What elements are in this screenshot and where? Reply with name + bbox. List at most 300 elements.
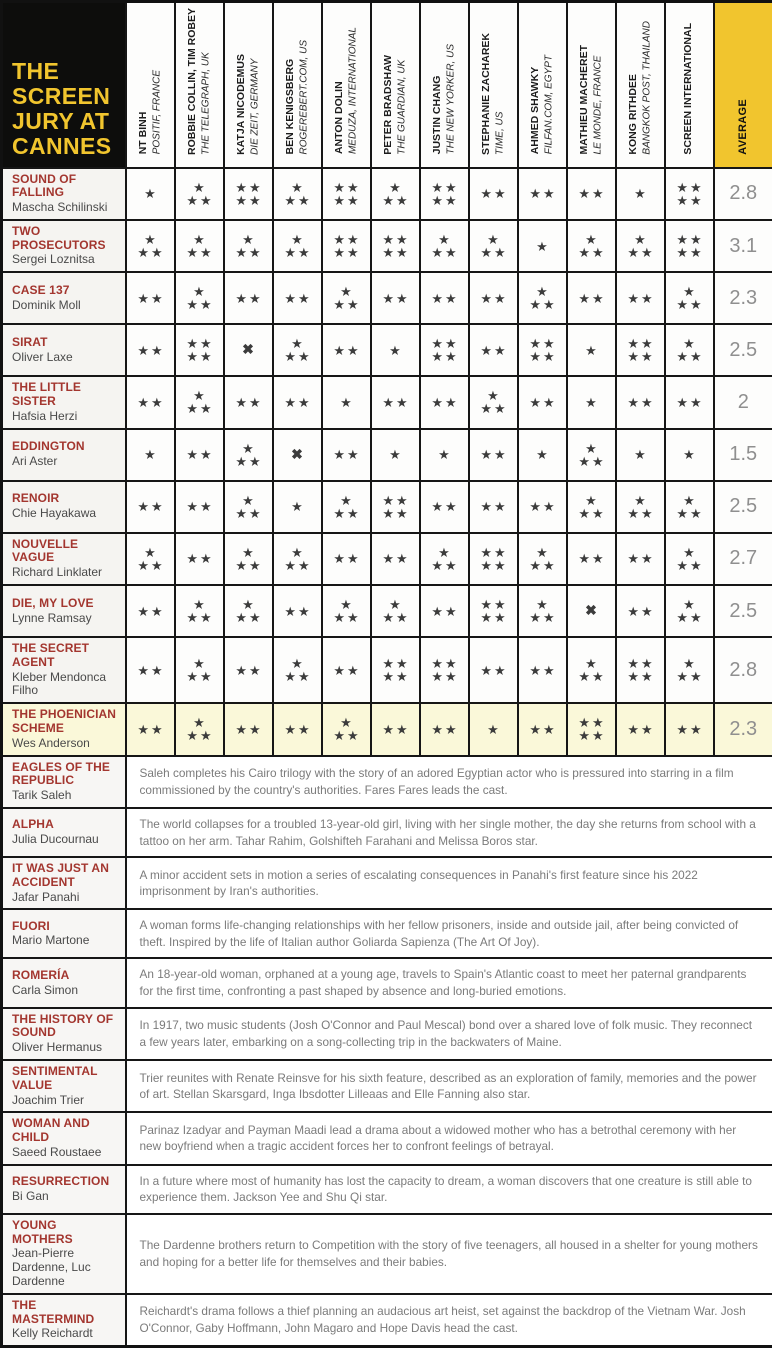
star-row: ★ [274, 337, 321, 350]
rating-cell [567, 324, 616, 376]
rating-cell [371, 220, 420, 272]
film-row [2, 637, 772, 703]
star-row: ★ [323, 285, 370, 298]
rating-stars [666, 494, 713, 520]
rating-cell [371, 533, 420, 585]
rating-cell [420, 429, 469, 481]
rating-cell [371, 376, 420, 428]
rating-stars [666, 546, 713, 572]
star-row: ★ [617, 187, 664, 200]
star-row: ★★ [617, 605, 664, 618]
star-row: ★★ [372, 723, 419, 736]
average-header [714, 2, 772, 168]
star-row: ★★ [519, 337, 566, 350]
cross-icon: ✖ [242, 341, 254, 357]
star-row: ★★ [323, 344, 370, 357]
star-row: ★★ [421, 181, 468, 194]
rating-stars [225, 442, 272, 468]
rating-stars [127, 233, 174, 259]
rating-stars [323, 233, 370, 259]
rating-stars [617, 396, 664, 409]
film-title: EAGLES OF THE REPUBLIC [12, 761, 120, 789]
star-row: ★★ [127, 292, 174, 305]
star-row: ★ [470, 723, 517, 736]
star-row: ★★ [666, 670, 713, 683]
rating-stars [421, 233, 468, 259]
film-title: IT WAS JUST AN ACCIDENT [12, 862, 120, 890]
rating-stars [323, 181, 370, 207]
rating-stars [127, 448, 174, 461]
brand-line: JURY AT [12, 109, 121, 134]
star-row: ★ [568, 442, 615, 455]
film-title: DIE, MY LOVE [12, 597, 120, 611]
average-header-label: AVERAGE [737, 99, 749, 155]
rating-stars [666, 598, 713, 624]
star-row: ★★ [127, 723, 174, 736]
star-row: ★★ [225, 455, 272, 468]
critic-affiliation: ROGEREBERT.COM, US [297, 40, 310, 154]
synopsis-text: Saleh completes his Cairo trilogy with the story of an adored Egyptian actor who is pressured into starring in a film commissioned by the country's authorities. Fares Fares leads the cast. [126, 756, 772, 808]
star-row: ★★ [127, 559, 174, 572]
brand-line: THE [12, 59, 121, 84]
rating-stars [666, 657, 713, 683]
film-director: Bi Gan [12, 1190, 120, 1204]
rating-stars [372, 448, 419, 461]
star-row: ★ [568, 494, 615, 507]
rating-stars [519, 396, 566, 409]
rating-cell [273, 585, 322, 637]
film-name-cell [2, 376, 126, 428]
rating-cell [469, 637, 518, 703]
star-row: ★★ [666, 181, 713, 194]
film-row [2, 585, 772, 637]
critic-affiliation: THE GUARDIAN, UK [395, 55, 408, 155]
star-row: ★ [225, 442, 272, 455]
rating-cell [371, 272, 420, 324]
average-value: 2.5 [714, 481, 772, 533]
film-row [2, 376, 772, 428]
star-row: ★★ [568, 552, 615, 565]
rating-cell [273, 429, 322, 481]
rating-cell [665, 429, 714, 481]
rating-stars [274, 723, 321, 736]
rating-cell [322, 429, 371, 481]
rating-stars [617, 448, 664, 461]
rating-stars [666, 396, 713, 409]
rating-cell [224, 637, 273, 703]
rating-cell [126, 376, 175, 428]
star-row: ★★ [519, 187, 566, 200]
film-director: Oliver Hermanus [12, 1041, 120, 1055]
critic-header [371, 2, 420, 168]
star-row: ★★ [421, 396, 468, 409]
rating-stars [421, 337, 468, 363]
star-row: ★★ [421, 657, 468, 670]
film-director: Richard Linklater [12, 566, 120, 580]
film-director: Sergei Loznitsa [12, 253, 120, 267]
star-row: ★ [568, 657, 615, 670]
rating-stars [519, 723, 566, 736]
rating-stars [323, 344, 370, 357]
rating-stars [421, 546, 468, 572]
rating-stars [519, 337, 566, 363]
star-row: ★★ [666, 298, 713, 311]
critic-header [518, 2, 567, 168]
rating-cell [224, 220, 273, 272]
rating-stars [568, 292, 615, 305]
critic-header [567, 2, 616, 168]
star-row: ★★ [323, 448, 370, 461]
critic-name: SCREEN INTERNATIONAL [682, 23, 696, 155]
star-row: ★★ [323, 298, 370, 311]
star-row: ★★ [519, 500, 566, 513]
film-name-cell [2, 220, 126, 272]
film-name-cell [2, 637, 126, 703]
star-row: ★ [127, 448, 174, 461]
star-row: ★★ [617, 337, 664, 350]
star-row: ★★ [372, 246, 419, 259]
synopsis-row [2, 1294, 772, 1347]
synopsis-text: Reichardt's drama follows a thief planning an audacious art heist, set against the backdrop of the Vietnam War. Josh O'Connor, Gaby Hoffmann, John Magaro and Hope Davis head the cast. [126, 1294, 772, 1347]
rating-stars [127, 187, 174, 200]
rating-cell [420, 637, 469, 703]
rating-cell [469, 481, 518, 533]
synopsis-text: The Dardenne brothers return to Competition with the story of five teenagers, all housed in a shelter for young mothers and hoping for a better life for themselves and their babies. [126, 1214, 772, 1294]
rating-stars [666, 448, 713, 461]
rating-stars [470, 187, 517, 200]
star-row: ★★ [568, 507, 615, 520]
star-row: ★★ [372, 292, 419, 305]
rating-stars [519, 240, 566, 253]
critic-header-label [382, 55, 409, 155]
rating-stars [323, 664, 370, 677]
rating-stars [617, 494, 664, 520]
synopsis-text: An 18-year-old woman, orphaned at a young age, travels to Spain's Atlantic coast to meet her paternal grandparents for the first time, confronting a past shaped by absence and long-buried emotions. [126, 958, 772, 1007]
star-row: ★ [519, 546, 566, 559]
film-director: Oliver Laxe [12, 351, 120, 365]
film-name-cell [2, 703, 126, 755]
star-row: ★★ [568, 187, 615, 200]
star-row: ★★ [617, 396, 664, 409]
star-row: ★ [617, 448, 664, 461]
rating-cell [469, 429, 518, 481]
star-row: ★ [568, 233, 615, 246]
average-value: 2.5 [714, 585, 772, 637]
synopsis-row [2, 909, 772, 958]
rating-stars [176, 598, 223, 624]
critic-header-label [333, 27, 360, 154]
star-row: ★ [323, 716, 370, 729]
film-row [2, 272, 772, 324]
rating-cell [273, 324, 322, 376]
star-row: ★★ [323, 611, 370, 624]
rating-stars [519, 546, 566, 572]
star-row: ★★ [127, 344, 174, 357]
rating-cell [665, 220, 714, 272]
rating-stars [274, 337, 321, 363]
average-header-label-wrap [737, 99, 749, 155]
star-row: ★ [666, 337, 713, 350]
rating-stars [421, 396, 468, 409]
star-row: ★ [323, 494, 370, 507]
star-row: ★★ [225, 611, 272, 624]
film-name-cell [2, 1165, 126, 1214]
rating-stars [470, 500, 517, 513]
rating-stars [421, 292, 468, 305]
synopsis-text: Parinaz Izadyar and Payman Maadi lead a drama about a widowed mother who has a betrothal ceremony with her new boyfriend when a tragic accident forces her to confront feelings of betrayal. [126, 1112, 772, 1164]
star-row: ★ [568, 344, 615, 357]
star-row: ★★ [519, 723, 566, 736]
rating-stars [225, 598, 272, 624]
rating-cell [665, 168, 714, 220]
rating-cell [518, 168, 567, 220]
rating-cell [469, 272, 518, 324]
star-row: ★★ [176, 350, 223, 363]
star-row: ★★ [225, 723, 272, 736]
star-row: ★ [470, 389, 517, 402]
rating-cell [126, 481, 175, 533]
film-director: Julia Ducournau [12, 833, 120, 847]
star-row: ★★ [470, 546, 517, 559]
star-row: ★★ [176, 194, 223, 207]
film-director: Carla Simon [12, 984, 120, 998]
film-title: RENOIR [12, 492, 120, 506]
star-row: ★★ [666, 233, 713, 246]
critic-affiliation: THE NEW YORKER, US [444, 44, 457, 154]
critic-name: KATJA NICODEMUS [235, 54, 249, 155]
critic-header [126, 2, 175, 168]
rating-stars [274, 605, 321, 618]
rating-cell [665, 585, 714, 637]
rating-cell [371, 481, 420, 533]
rating-stars [470, 448, 517, 461]
star-row: ★ [519, 598, 566, 611]
film-title: SIRAT [12, 336, 120, 350]
rating-cell [665, 637, 714, 703]
rating-cell [420, 168, 469, 220]
critic-header-label [284, 40, 311, 154]
rating-cell [616, 324, 665, 376]
rating-cell [322, 220, 371, 272]
star-row: ★★ [274, 292, 321, 305]
synopsis-text: A woman forms life-changing relationships with her fellow prisoners, inside and outside jail, after being convicted of theft. Inspired by the life of Italian author Goliarda Sapienza (The Art Of Joy). [126, 909, 772, 958]
rating-cell [224, 585, 273, 637]
rating-cell [322, 533, 371, 585]
synopsis-row [2, 1060, 772, 1112]
rating-stars [470, 598, 517, 624]
film-name-cell [2, 324, 126, 376]
rating-stars [127, 344, 174, 357]
rating-cell [518, 429, 567, 481]
rating-cell [224, 481, 273, 533]
synopsis-row [2, 808, 772, 857]
rating-cell [224, 429, 273, 481]
rating-cell [616, 637, 665, 703]
rating-cell [616, 703, 665, 755]
rating-stars [127, 605, 174, 618]
rating-cell [126, 637, 175, 703]
rating-cell [469, 324, 518, 376]
average-value: 2.8 [714, 168, 772, 220]
star-row: ★★ [666, 396, 713, 409]
rating-cell [665, 324, 714, 376]
film-director: Ari Aster [12, 455, 120, 469]
film-director: Saeed Roustaee [12, 1146, 120, 1160]
star-row: ★★ [225, 181, 272, 194]
rating-cell [616, 220, 665, 272]
rating-stars [274, 292, 321, 305]
rating-stars [274, 657, 321, 683]
critic-header [469, 2, 518, 168]
star-row: ★★ [176, 729, 223, 742]
rating-stars [568, 716, 615, 742]
film-name-cell [2, 1214, 126, 1294]
rating-stars [323, 285, 370, 311]
rating-stars [225, 233, 272, 259]
rating-cell [469, 168, 518, 220]
star-row: ★★ [176, 402, 223, 415]
rating-stars [519, 500, 566, 513]
rating-cell [469, 703, 518, 755]
average-value: 3.1 [714, 220, 772, 272]
star-row: ★★ [666, 350, 713, 363]
rating-cell [175, 703, 224, 755]
rating-cell [322, 637, 371, 703]
star-row: ★★ [274, 670, 321, 683]
film-name-cell [2, 1008, 126, 1060]
rating-stars [519, 285, 566, 311]
film-name-cell [2, 958, 126, 1007]
star-row: ★★ [666, 611, 713, 624]
critic-header [665, 2, 714, 168]
rating-cell [224, 376, 273, 428]
star-row: ★★ [127, 605, 174, 618]
rating-cell [469, 220, 518, 272]
star-row: ★ [666, 285, 713, 298]
star-row: ★ [666, 598, 713, 611]
star-row: ★★ [470, 448, 517, 461]
critic-affiliation: THE TELEGRAPH, UK [199, 8, 212, 155]
rating-stars [225, 292, 272, 305]
star-row: ★★ [323, 664, 370, 677]
rating-cell [518, 585, 567, 637]
film-director: Dominik Moll [12, 299, 120, 313]
star-row: ★★ [372, 194, 419, 207]
average-value: 2.3 [714, 703, 772, 755]
star-row: ★ [372, 598, 419, 611]
film-row [2, 429, 772, 481]
film-title: ALPHA [12, 818, 120, 832]
critic-name: PETER BRADSHAW [382, 55, 396, 155]
rating-stars [372, 494, 419, 520]
rating-cell [175, 272, 224, 324]
film-title: THE SECRET AGENT [12, 642, 120, 670]
film-title: THE LITTLE SISTER [12, 381, 120, 409]
star-row: ★★ [568, 670, 615, 683]
rating-cell [126, 703, 175, 755]
rating-cell [126, 533, 175, 585]
star-row: ★ [617, 494, 664, 507]
rating-stars [127, 664, 174, 677]
rating-cell [665, 272, 714, 324]
rating-cell [518, 703, 567, 755]
star-row: ★★ [176, 337, 223, 350]
star-row: ★★ [568, 729, 615, 742]
film-name-cell [2, 909, 126, 958]
synopsis-text: In a future where most of humanity has lost the capacity to dream, a woman discovers that one creature is still able to experience them. Jackson Yee and Shu Qi star. [126, 1165, 772, 1214]
rating-stars [274, 546, 321, 572]
star-row: ★ [421, 448, 468, 461]
rating-cell [469, 533, 518, 585]
rating-cell [420, 481, 469, 533]
film-name-cell [2, 808, 126, 857]
rating-cell [665, 703, 714, 755]
star-row: ★ [421, 546, 468, 559]
star-row: ★★ [666, 246, 713, 259]
star-row: ★★ [421, 194, 468, 207]
star-row: ★ [274, 546, 321, 559]
rating-cell [175, 168, 224, 220]
rating-cell [420, 533, 469, 585]
film-title: WOMAN AND CHILD [12, 1117, 120, 1145]
star-row: ★ [666, 494, 713, 507]
rating-cell [273, 272, 322, 324]
rating-cell [322, 376, 371, 428]
rating-cell [224, 324, 273, 376]
average-value: 1.5 [714, 429, 772, 481]
star-row: ★★ [617, 670, 664, 683]
star-row: ★★ [225, 664, 272, 677]
rating-stars [127, 500, 174, 513]
rating-stars [176, 552, 223, 565]
rating-stars [176, 233, 223, 259]
rating-stars [176, 285, 223, 311]
rating-stars [617, 337, 664, 363]
critic-affiliation: LE MONDE, FRANCE [591, 45, 604, 154]
star-row: ★★ [617, 350, 664, 363]
film-director: Chie Hayakawa [12, 507, 120, 521]
star-row: ★★ [421, 246, 468, 259]
star-row: ★ [372, 181, 419, 194]
star-row: ★★ [225, 246, 272, 259]
critic-affiliation: FILFAN.COM, EGYPT [542, 55, 555, 154]
film-title: ROMERÍA [12, 969, 120, 983]
critic-affiliation: MEDUZA, INTERNATIONAL [346, 27, 359, 154]
star-row: ★★ [666, 194, 713, 207]
star-row: ★★ [372, 233, 419, 246]
star-row: ★ [176, 716, 223, 729]
star-row: ★ [176, 657, 223, 670]
film-name-cell [2, 585, 126, 637]
star-row: ★★ [666, 559, 713, 572]
rating-cell [567, 376, 616, 428]
rating-stars [568, 494, 615, 520]
rating-cell [322, 585, 371, 637]
film-director: Kleber Mendonca Filho [12, 671, 120, 699]
star-row: ★★ [617, 552, 664, 565]
star-row: ★★ [274, 723, 321, 736]
rating-cell [518, 324, 567, 376]
synopsis-text: The world collapses for a troubled 13-year-old girl, living with her single mother, the day she returns from school with a tattoo on her arm. Tahar Rahim, Golshifteh Farahani and Melissa Boros star. [126, 808, 772, 857]
critic-name: MATHIEU MACHERET [578, 45, 592, 154]
star-row: ★★ [127, 500, 174, 513]
rating-cell [273, 533, 322, 585]
header-row [2, 2, 772, 168]
film-director: Joachim Trier [12, 1094, 120, 1108]
film-title: THE PHOENICIAN SCHEME [12, 708, 120, 736]
star-row: ★★ [519, 559, 566, 572]
rating-cell [175, 481, 224, 533]
